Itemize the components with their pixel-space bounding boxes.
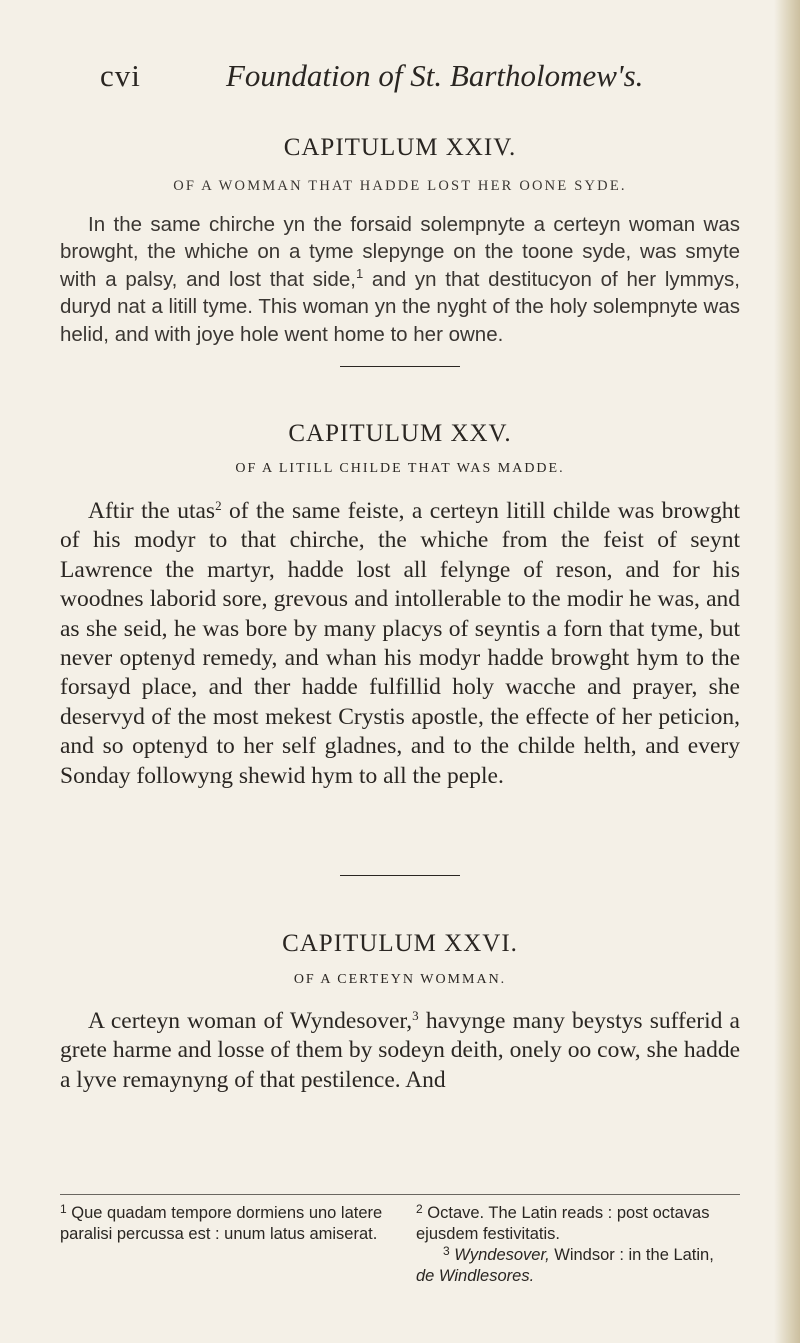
page-number: cvi (100, 58, 141, 93)
chapter-26-paragraph: A certeyn woman of Wyndesover,$^3$ havynge many beystys sufferid a grete harme and losse of them by sodeyn deith, onely oo cow, she hadde a lyve remaynyng of that pestilence. And (60, 1008, 740, 1093)
chapter-26-title: CAPITULUM XXVI. (282, 930, 518, 957)
chapter-24-subtitle: OF A WOMMAN THAT HADDE LOST HER OONE SYDE. (173, 178, 627, 194)
chapter-24-title: CAPITULUM XXIV. (283, 134, 517, 161)
footnote-2: $^2$ Octave. The Latin reads : post octavas ejusdem festivitatis. $^3$ Wyndesover, Windsor : in the Latin, de Windlesores. (416, 1202, 714, 1285)
chapter-26-subtitle: OF A CERTEYN WOMMAN. (293, 972, 507, 987)
footnote-ref-2: 2 (215, 498, 222, 513)
chapter-25-subtitle: OF A LITILL CHILDE THAT WAS MADDE. (235, 461, 565, 476)
footnote-divider (60, 1194, 740, 1195)
section-divider (340, 875, 460, 876)
section-divider (340, 366, 460, 367)
page-edge-shadow (774, 0, 800, 1343)
chapter-25-paragraph: Aftir the utas$^2$ of the same feiste, a certeyn litill childe was browght of his modyr to that chirche, the whiche from the feist of seynt Lawrence the martyr, hadde lost all felynge of reson, and for his woodnes laborid sore, grevous and intollerable to the modir he was, and as she seid, he was bore by many placys of seyntis a forn that tyme, but never optenyd remedy, and whan his modyr hadde browght hym to the forsayd place, and ther hadde fulfillid holy wacche and prayer, she deservyd of the most mekest Crystis apostle, the effecte of her peticion, and so optenyd to her self gladnes, and to the childe helth, and every Sonday followyng shewid hym to all the peple. (60, 498, 740, 789)
chapter-24-paragraph: In the same chirche yn the forsaid solempnyte a certeyn woman was browght, the whiche on a tyme slepynge on the toone syde, was smyte with a palsy, and lost that side,$^1$ and yn that destitucyon of her lymmys, duryd nat a litill tyme. This woman yn the nyght of the holy solempnyte was helid, and with joye hole went home to her owne. (60, 213, 740, 346)
footnote-3-latin: de Windlesores. (416, 1267, 535, 1285)
footnote-ref-3: 3 (412, 1008, 419, 1023)
chapter-25-title: CAPITULUM XXV. (288, 420, 512, 447)
page-header (100, 58, 740, 98)
footnote-ref-1: 1 (355, 265, 364, 281)
footnote-1: $^1$ Que quadam tempore dormiens uno latere paralisi percussa est : unum latus amiserat. (60, 1202, 383, 1243)
running-title: Foundation of St. Bartholomew's. (226, 58, 644, 93)
